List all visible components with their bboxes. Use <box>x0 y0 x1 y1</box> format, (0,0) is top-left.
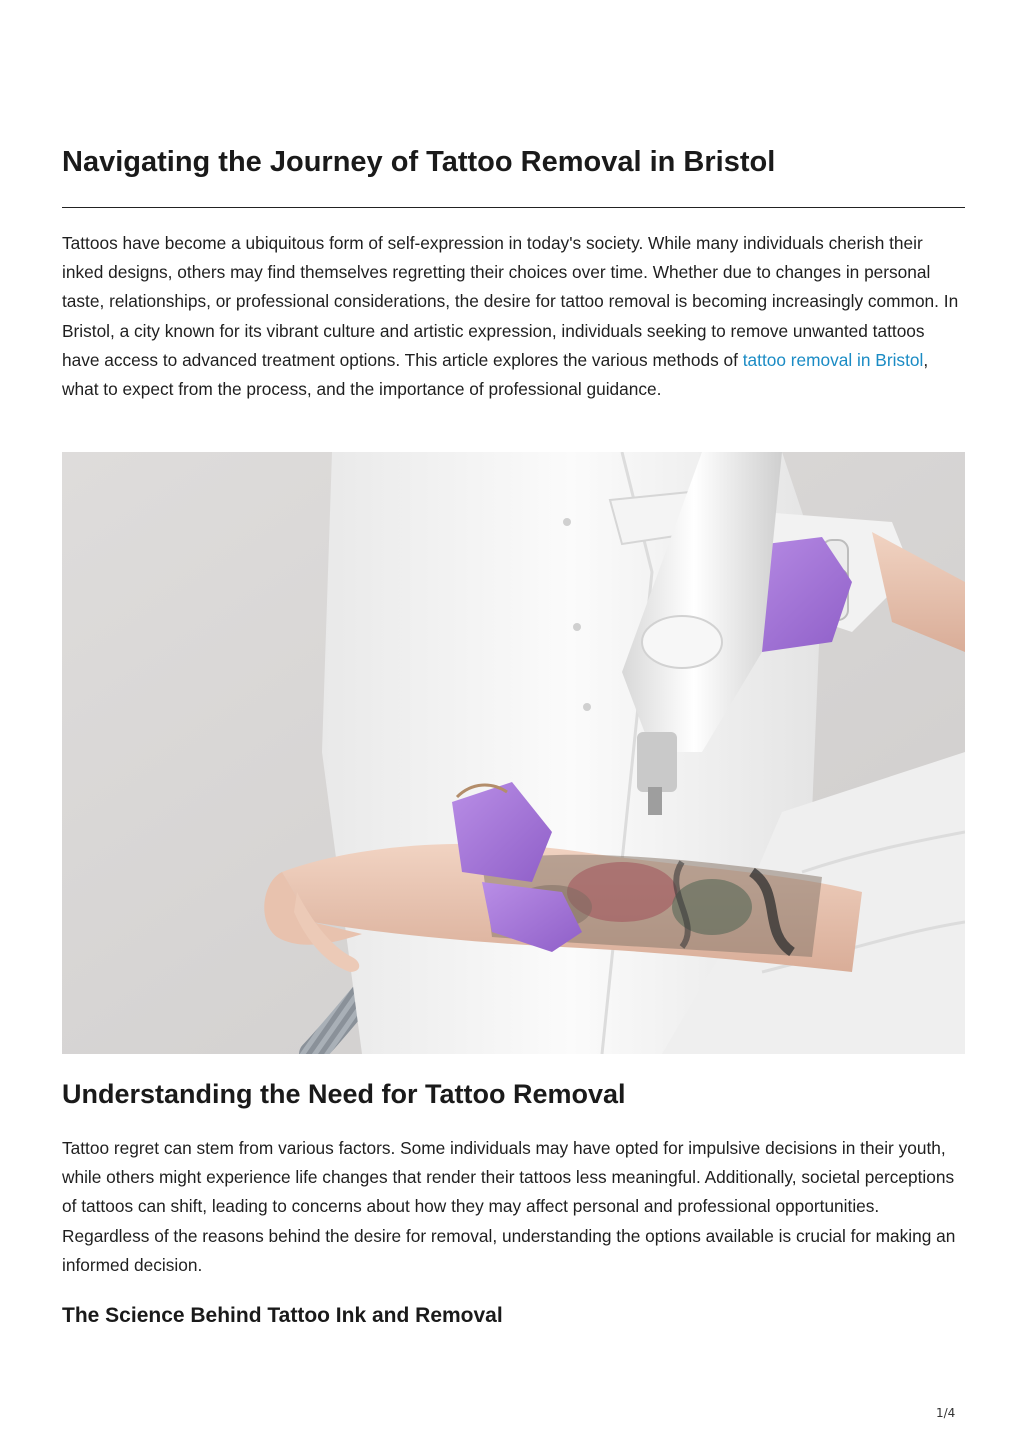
hero-image <box>62 452 965 1054</box>
page-number: 1/4 <box>936 1406 956 1420</box>
section-heading-science: The Science Behind Tattoo Ink and Removal <box>62 1304 503 1327</box>
laser-tattoo-removal-photo <box>62 452 965 1054</box>
section-heading-need: Understanding the Need for Tattoo Removal <box>62 1079 626 1109</box>
section-body-need: Tattoo regret can stem from various factors. Some individuals may have opted for impulsive decisions in their youth, while others might experience life changes that render their tattoos less meaningful. Additionally, societal perceptions of tattoos can shift, leading to concerns about how they may affect personal and professional opportunities. Regardless of the reasons behind the desire for removal, understanding the options available is crucial for making an informed decision. <box>62 1138 956 1275</box>
intro-text-after-link: , what to expect from the process, and the importance of professional guidance. <box>62 349 929 400</box>
intro-text-before-link: Tattoos have become a ubiquitous form of self-expression in today's society. While many individuals cherish their inked designs, others may find themselves regretting their choices over time. Whether due to changes in personal taste, relationships, or professional considerations, the desire for tattoo removal is becoming increasingly common. In Bristol, a city known for its vibrant culture and artistic expression, individuals seeking to remove unwanted tattoos have access to advanced treatment options. This article explores the various methods of <box>62 233 959 370</box>
title-divider <box>62 207 965 208</box>
intro-paragraph <box>62 229 965 404</box>
tattoo-removal-bristol-link[interactable]: tattoo removal in Bristol <box>742 349 924 370</box>
article-title: Navigating the Journey of Tattoo Removal in Bristol <box>62 146 776 178</box>
